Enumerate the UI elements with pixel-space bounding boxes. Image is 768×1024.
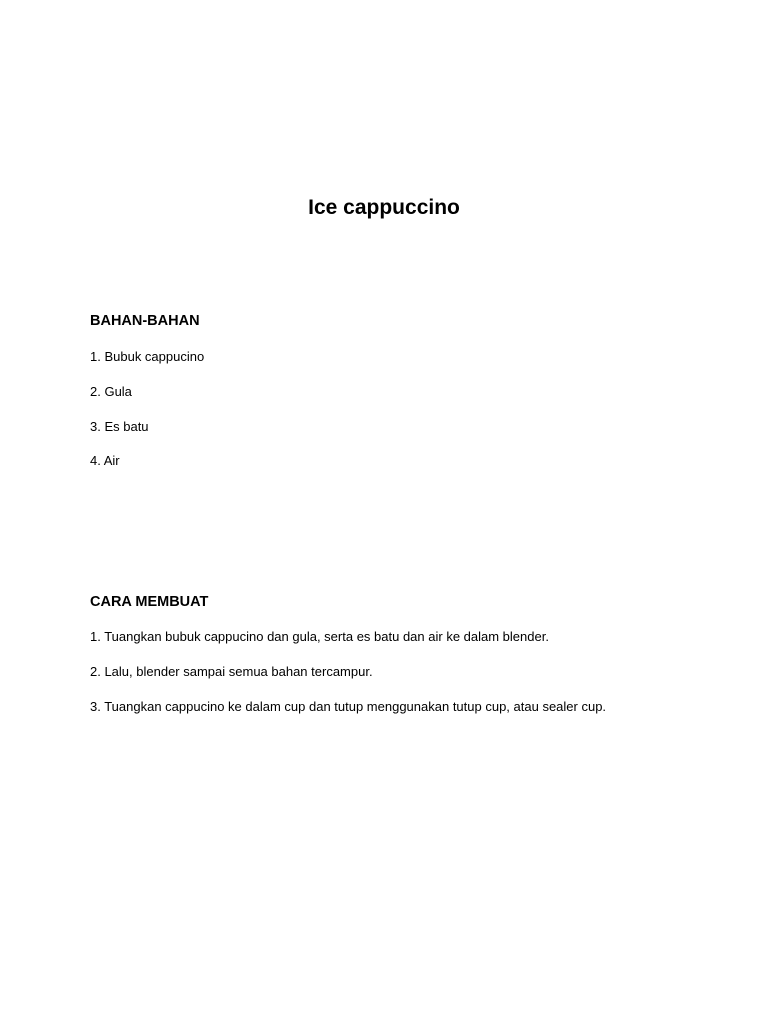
section-heading-ingredients: BAHAN-BAHAN <box>90 313 200 329</box>
steps-list <box>90 628 606 732</box>
section-heading-steps: CARA MEMBUAT <box>90 594 209 610</box>
ingredients-list <box>90 348 204 487</box>
list-item-text: 3. Tuangkan cappucino ke dalam cup dan tutup menggunakan tutup cup, atau sealer cup. <box>90 698 607 714</box>
list-item-text: 1. Tuangkan bubuk cappucino dan gula, serta es batu dan air ke dalam blender. <box>90 629 549 644</box>
list-item <box>90 348 204 383</box>
list-item-text: 3. Es batu <box>90 418 149 434</box>
list-item <box>90 452 204 487</box>
page-title: Ice cappuccino <box>308 196 460 219</box>
list-item-text: 4. Air <box>90 453 120 469</box>
list-item <box>90 628 606 663</box>
list-item <box>90 663 606 698</box>
list-item-text: 2. Gula <box>90 383 132 399</box>
list-item <box>90 383 204 418</box>
list-item <box>90 418 204 453</box>
list-item-text: 2. Lalu, blender sampai semua bahan tercampur. <box>90 663 373 679</box>
list-item-text: 1. Bubuk cappucino <box>90 349 205 364</box>
list-item <box>90 698 606 733</box>
